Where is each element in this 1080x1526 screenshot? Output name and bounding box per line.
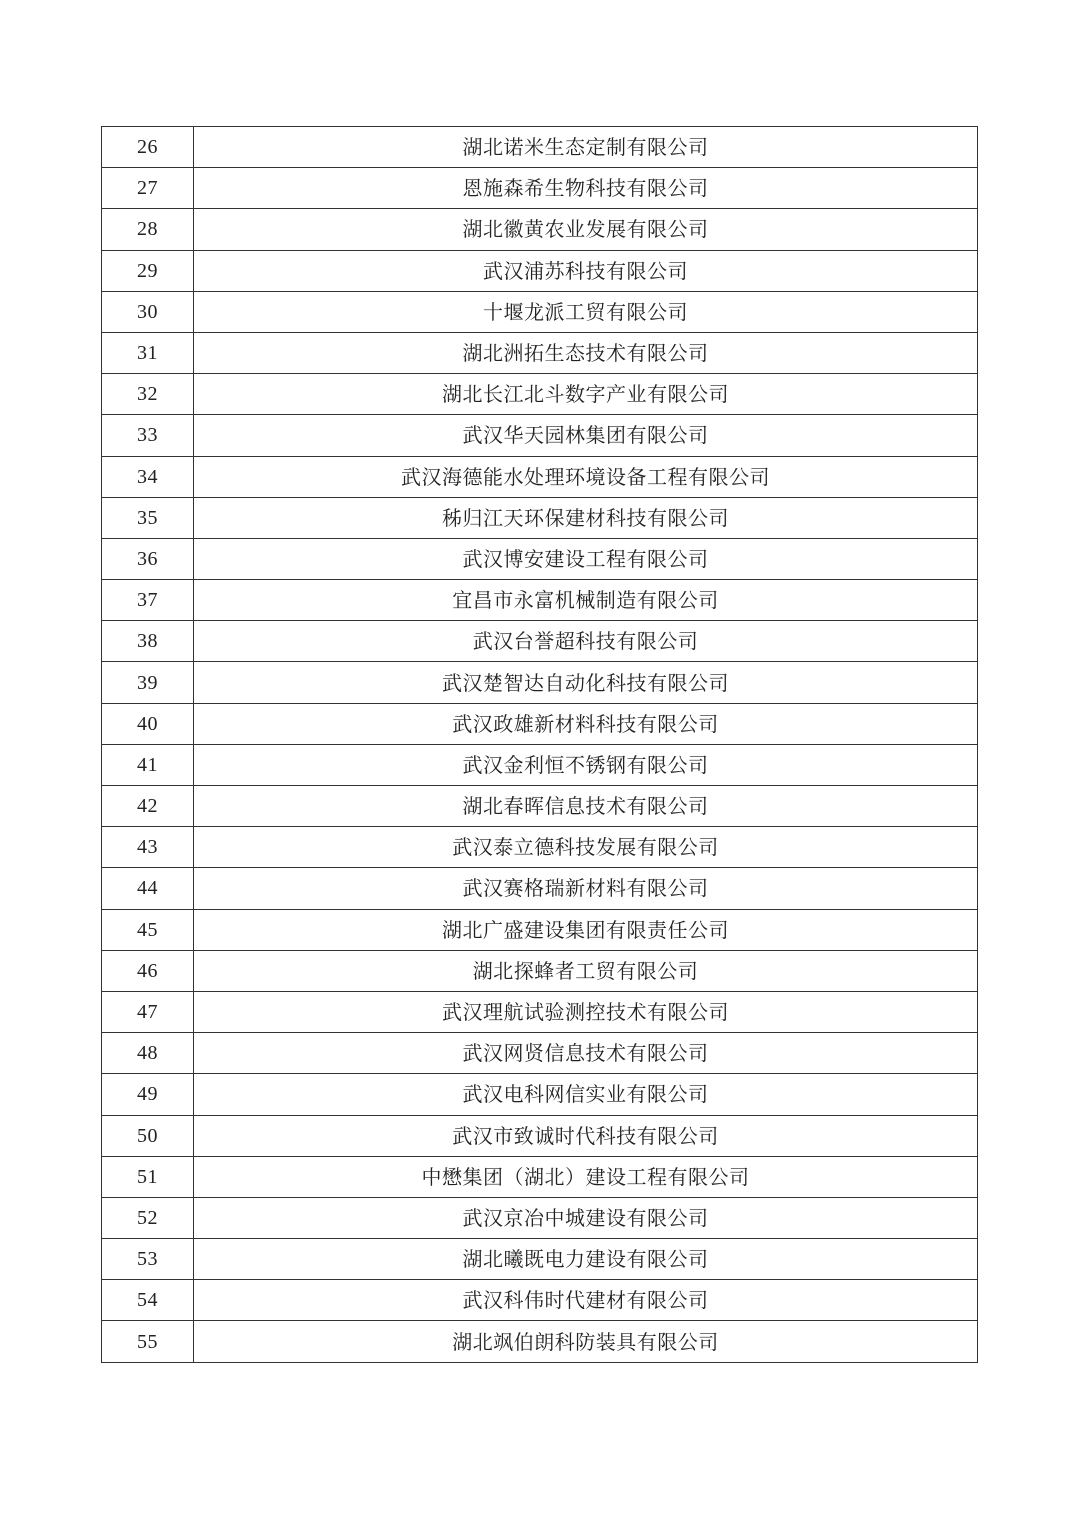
table-row bbox=[102, 703, 978, 744]
company-name: 宜昌市永富机械制造有限公司 bbox=[194, 580, 978, 621]
company-name: 武汉金利恒不锈钢有限公司 bbox=[194, 744, 978, 785]
row-number: 53 bbox=[102, 1239, 194, 1280]
row-number: 44 bbox=[102, 868, 194, 909]
company-name: 湖北春晖信息技术有限公司 bbox=[194, 786, 978, 827]
table-row bbox=[102, 827, 978, 868]
table-row bbox=[102, 497, 978, 538]
company-name: 武汉泰立德科技发展有限公司 bbox=[194, 827, 978, 868]
row-number: 39 bbox=[102, 662, 194, 703]
company-name: 恩施森希生物科技有限公司 bbox=[194, 168, 978, 209]
company-name: 武汉博安建设工程有限公司 bbox=[194, 538, 978, 579]
table-row bbox=[102, 991, 978, 1032]
table-row bbox=[102, 580, 978, 621]
company-name: 武汉市致诚时代科技有限公司 bbox=[194, 1115, 978, 1156]
row-number: 29 bbox=[102, 250, 194, 291]
company-name: 武汉科伟时代建材有限公司 bbox=[194, 1280, 978, 1321]
company-name: 十堰龙派工贸有限公司 bbox=[194, 291, 978, 332]
row-number: 49 bbox=[102, 1074, 194, 1115]
table-row bbox=[102, 415, 978, 456]
row-number: 47 bbox=[102, 991, 194, 1032]
table-row bbox=[102, 538, 978, 579]
company-name: 湖北徽黄农业发展有限公司 bbox=[194, 209, 978, 250]
row-number: 35 bbox=[102, 497, 194, 538]
row-number: 43 bbox=[102, 827, 194, 868]
company-name: 湖北曦既电力建设有限公司 bbox=[194, 1239, 978, 1280]
table-row bbox=[102, 1115, 978, 1156]
table-row bbox=[102, 332, 978, 373]
company-name: 武汉网贤信息技术有限公司 bbox=[194, 1033, 978, 1074]
row-number: 36 bbox=[102, 538, 194, 579]
table-row bbox=[102, 374, 978, 415]
row-number: 27 bbox=[102, 168, 194, 209]
table-row bbox=[102, 1033, 978, 1074]
row-number: 31 bbox=[102, 332, 194, 373]
company-name: 武汉政雄新材料科技有限公司 bbox=[194, 703, 978, 744]
company-name: 湖北长江北斗数字产业有限公司 bbox=[194, 374, 978, 415]
company-name: 湖北洲拓生态技术有限公司 bbox=[194, 332, 978, 373]
table-row bbox=[102, 1280, 978, 1321]
table-row bbox=[102, 662, 978, 703]
table-row bbox=[102, 209, 978, 250]
table-row bbox=[102, 786, 978, 827]
company-name: 武汉华天园林集团有限公司 bbox=[194, 415, 978, 456]
company-list-body bbox=[102, 127, 978, 1363]
table-row bbox=[102, 127, 978, 168]
table-row bbox=[102, 291, 978, 332]
table-row bbox=[102, 1239, 978, 1280]
row-number: 34 bbox=[102, 456, 194, 497]
table-row bbox=[102, 1197, 978, 1238]
row-number: 45 bbox=[102, 909, 194, 950]
company-name: 湖北广盛建设集团有限责任公司 bbox=[194, 909, 978, 950]
table-row bbox=[102, 1156, 978, 1197]
table-row bbox=[102, 456, 978, 497]
company-name: 秭归江天环保建材科技有限公司 bbox=[194, 497, 978, 538]
table-row bbox=[102, 1074, 978, 1115]
row-number: 37 bbox=[102, 580, 194, 621]
table-row bbox=[102, 868, 978, 909]
company-name: 武汉电科网信实业有限公司 bbox=[194, 1074, 978, 1115]
company-name: 湖北诺米生态定制有限公司 bbox=[194, 127, 978, 168]
company-name: 武汉赛格瑞新材料有限公司 bbox=[194, 868, 978, 909]
row-number: 42 bbox=[102, 786, 194, 827]
row-number: 52 bbox=[102, 1197, 194, 1238]
row-number: 28 bbox=[102, 209, 194, 250]
row-number: 54 bbox=[102, 1280, 194, 1321]
row-number: 41 bbox=[102, 744, 194, 785]
table-row bbox=[102, 950, 978, 991]
table-row bbox=[102, 250, 978, 291]
company-name: 武汉理航试验测控技术有限公司 bbox=[194, 991, 978, 1032]
company-name: 武汉台誉超科技有限公司 bbox=[194, 621, 978, 662]
row-number: 26 bbox=[102, 127, 194, 168]
row-number: 33 bbox=[102, 415, 194, 456]
company-name: 武汉楚智达自动化科技有限公司 bbox=[194, 662, 978, 703]
company-name: 武汉海德能水处理环境设备工程有限公司 bbox=[194, 456, 978, 497]
row-number: 40 bbox=[102, 703, 194, 744]
company-name: 中懋集团（湖北）建设工程有限公司 bbox=[194, 1156, 978, 1197]
company-list-table bbox=[101, 126, 978, 1363]
row-number: 50 bbox=[102, 1115, 194, 1156]
row-number: 30 bbox=[102, 291, 194, 332]
row-number: 51 bbox=[102, 1156, 194, 1197]
table-row bbox=[102, 621, 978, 662]
row-number: 38 bbox=[102, 621, 194, 662]
table-row bbox=[102, 909, 978, 950]
row-number: 55 bbox=[102, 1321, 194, 1362]
company-name: 湖北探蜂者工贸有限公司 bbox=[194, 950, 978, 991]
row-number: 48 bbox=[102, 1033, 194, 1074]
company-name: 武汉浦苏科技有限公司 bbox=[194, 250, 978, 291]
table-row bbox=[102, 168, 978, 209]
row-number: 32 bbox=[102, 374, 194, 415]
table-row bbox=[102, 1321, 978, 1362]
company-name: 湖北飒伯朗科防装具有限公司 bbox=[194, 1321, 978, 1362]
company-name: 武汉京冶中城建设有限公司 bbox=[194, 1197, 978, 1238]
row-number: 46 bbox=[102, 950, 194, 991]
table-row bbox=[102, 744, 978, 785]
